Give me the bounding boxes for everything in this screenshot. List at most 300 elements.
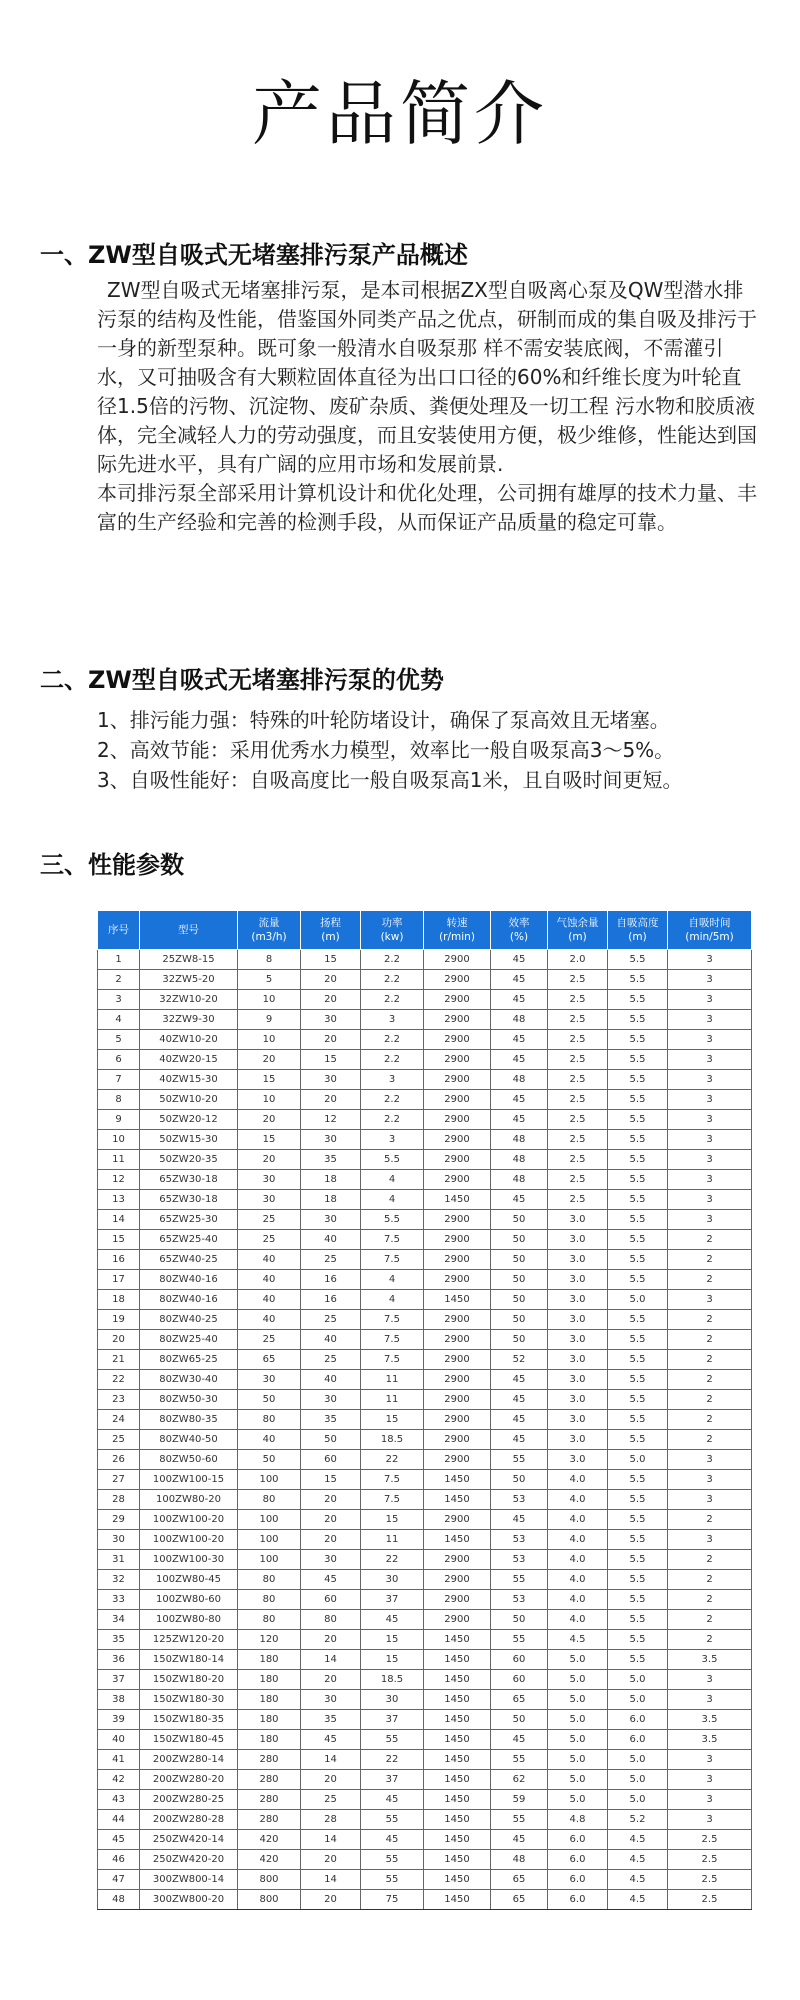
table-cell: 2.0 [548,950,608,970]
table-cell: 50ZW10-20 [140,1090,238,1110]
table-cell: 2 [668,1330,752,1350]
table-cell: 2900 [424,1510,491,1530]
table-cell: 50 [491,1290,548,1310]
column-header [491,911,548,950]
table-cell: 2900 [424,1590,491,1610]
table-cell: 40 [238,1290,301,1310]
table-cell: 100 [238,1530,301,1550]
table-cell: 40 [301,1330,361,1350]
table-row [98,1710,752,1730]
table-cell: 1450 [424,1630,491,1650]
table-cell: 60 [301,1590,361,1610]
table-cell: 13 [98,1190,140,1210]
table-cell: 120 [238,1630,301,1650]
table-cell: 2.5 [668,1870,752,1890]
table-cell: 4.0 [548,1510,608,1530]
table-row [98,1290,752,1310]
table-row [98,1890,752,1910]
table-cell: 3.0 [548,1410,608,1430]
table-cell: 2.2 [361,1050,424,1070]
table-cell: 5.5 [608,1630,668,1650]
table-cell: 1450 [424,1750,491,1770]
table-cell: 5.0 [548,1690,608,1710]
table-cell: 22 [98,1370,140,1390]
table-cell: 2 [668,1510,752,1530]
table-cell: 8 [238,950,301,970]
table-cell: 65ZW30-18 [140,1190,238,1210]
table-cell: 25ZW8-15 [140,950,238,970]
table-cell: 2900 [424,1150,491,1170]
table-cell: 48 [491,1150,548,1170]
table-cell: 5.5 [608,1210,668,1230]
table-cell: 40 [238,1310,301,1330]
table-cell: 5.5 [608,1610,668,1630]
table-cell: 4.5 [608,1830,668,1850]
table-cell: 2 [668,1410,752,1430]
table-cell: 250ZW420-20 [140,1850,238,1870]
table-cell: 25 [238,1210,301,1230]
table-cell: 3.0 [548,1430,608,1450]
table-cell: 4.8 [548,1810,608,1830]
table-cell: 5.5 [608,1170,668,1190]
table-cell: 5.5 [608,1190,668,1210]
table-cell: 4.0 [548,1550,608,1570]
table-cell: 11 [361,1370,424,1390]
table-cell: 3 [668,1090,752,1110]
table-cell: 34 [98,1610,140,1630]
table-cell: 30 [361,1570,424,1590]
table-row [98,1190,752,1210]
table-cell: 25 [238,1330,301,1350]
column-header-text: (%) [509,931,529,943]
table-cell: 55 [491,1570,548,1590]
table-cell: 18.5 [361,1430,424,1450]
table-cell: 80ZW50-60 [140,1450,238,1470]
table-cell: 15 [361,1510,424,1530]
table-row [98,1330,752,1350]
table-cell: 46 [98,1850,140,1870]
table-cell: 1450 [424,1650,491,1670]
table-cell: 20 [301,1090,361,1110]
table-cell: 2900 [424,950,491,970]
table-row [98,1490,752,1510]
table-cell: 17 [98,1270,140,1290]
table-cell: 2900 [424,1570,491,1590]
table-row [98,1770,752,1790]
table-cell: 15 [301,1470,361,1490]
table-cell: 80ZW40-16 [140,1290,238,1310]
table-cell: 20 [238,1110,301,1130]
table-cell: 1450 [424,1490,491,1510]
table-cell: 5.0 [548,1790,608,1810]
table-cell: 80ZW40-16 [140,1270,238,1290]
table-row [98,1010,752,1030]
table-cell: 7.5 [361,1250,424,1270]
table-cell: 25 [301,1790,361,1810]
table-cell: 45 [361,1790,424,1810]
table-cell: 30 [238,1190,301,1210]
table-cell: 100 [238,1470,301,1490]
table-cell: 2900 [424,1110,491,1130]
table-cell: 26 [98,1450,140,1470]
table-cell: 32ZW10-20 [140,990,238,1010]
table-cell: 300ZW800-20 [140,1890,238,1910]
table-cell: 3 [361,1130,424,1150]
table-cell: 35 [301,1410,361,1430]
table-cell: 25 [301,1250,361,1270]
table-cell: 37 [98,1670,140,1690]
table-cell: 2 [668,1270,752,1290]
table-cell: 2.5 [548,1110,608,1130]
table-cell: 250ZW420-14 [140,1830,238,1850]
table-row [98,1150,752,1170]
table-cell: 6.0 [548,1870,608,1890]
table-cell: 21 [98,1350,140,1370]
column-header-text: 流量 [258,917,280,929]
table-cell: 2900 [424,1350,491,1370]
table-cell: 3 [668,1450,752,1470]
table-cell: 65ZW25-40 [140,1230,238,1250]
table-cell: 22 [361,1750,424,1770]
table-cell: 5.5 [608,1430,668,1450]
table-cell: 5.0 [548,1750,608,1770]
table-cell: 4.0 [548,1490,608,1510]
table-cell: 35 [98,1630,140,1650]
table-cell: 20 [301,1890,361,1910]
overview-paragraph: ZW型自吸式无堵塞排污泵，是本司根据ZX型自吸离心泵及QW型潜水排污泵的结构及性能，借鉴国外同类产品之优点，研制而成的集自吸及排污于一身的新型泵种。既可象一般清水自吸泵那 样不需安装底阀，不需灌引水，又可抽吸含有大颗粒固体直径为出口口径的60%和纤维长度为叶轮直径1.5倍的污物、沉淀物、废矿杂质、粪便处理及一切工程 污水物和胶质液体，完全减轻人力的劳动强度，而且安装使用方便，极少维修，性能达到国际先进水平，具有广阔的应用市场和发展前景. [97,278,757,476]
table-row [98,1110,752,1130]
table-cell: 50 [491,1470,548,1490]
table-cell: 2 [668,1590,752,1610]
table-row [98,1430,752,1450]
table-cell: 40 [238,1250,301,1270]
table-cell: 5.0 [608,1290,668,1310]
table-cell: 48 [491,1850,548,1870]
table-cell: 100ZW80-45 [140,1570,238,1590]
table-cell: 41 [98,1750,140,1770]
table-cell: 2900 [424,1230,491,1250]
table-cell: 2900 [424,970,491,990]
table-cell: 100ZW80-20 [140,1490,238,1510]
table-cell: 75 [361,1890,424,1910]
table-cell: 14 [301,1650,361,1670]
table-cell: 2900 [424,1070,491,1090]
table-cell: 45 [491,970,548,990]
table-cell: 150ZW180-14 [140,1650,238,1670]
table-row [98,1090,752,1110]
table-cell: 15 [238,1130,301,1150]
table-cell: 3 [668,1070,752,1090]
table-cell: 23 [98,1390,140,1410]
table-cell: 1450 [424,1290,491,1310]
table-cell: 30 [238,1170,301,1190]
table-cell: 2 [668,1250,752,1270]
table-cell: 39 [98,1710,140,1730]
table-cell: 5.0 [548,1730,608,1750]
table-cell: 20 [301,1770,361,1790]
table-cell: 180 [238,1710,301,1730]
table-cell: 80 [238,1570,301,1590]
table-cell: 5.5 [608,1070,668,1090]
table-cell: 5.5 [608,950,668,970]
table-cell: 3.5 [668,1730,752,1750]
table-cell: 200ZW280-28 [140,1810,238,1830]
table-cell: 29 [98,1510,140,1530]
table-cell: 100 [238,1550,301,1570]
table-cell: 5.5 [608,1310,668,1330]
table-cell: 7.5 [361,1230,424,1250]
table-row [98,1810,752,1830]
table-cell: 150ZW180-45 [140,1730,238,1750]
table-cell: 25 [301,1310,361,1330]
table-cell: 1450 [424,1690,491,1710]
column-header-text: 效率 [508,917,530,929]
table-row [98,1630,752,1650]
table-row [98,970,752,990]
table-cell: 52 [491,1350,548,1370]
table-cell: 3 [668,1050,752,1070]
table-cell: 3.0 [548,1290,608,1310]
table-row [98,1570,752,1590]
table-row [98,1250,752,1270]
column-header [361,911,424,950]
table-cell: 50 [491,1710,548,1730]
table-cell: 45 [491,1190,548,1210]
table-cell: 50 [491,1250,548,1270]
table-cell: 8 [98,1090,140,1110]
table-cell: 5.5 [608,1030,668,1050]
table-cell: 7.5 [361,1470,424,1490]
table-cell: 2900 [424,1270,491,1290]
table-cell: 2 [668,1350,752,1370]
table-cell: 2900 [424,1610,491,1630]
table-cell: 45 [491,1090,548,1110]
table-cell: 100ZW100-15 [140,1470,238,1490]
column-header [668,911,752,950]
table-cell: 15 [361,1630,424,1650]
table-cell: 5.5 [608,1530,668,1550]
table-cell: 65ZW40-25 [140,1250,238,1270]
table-cell: 100ZW100-20 [140,1510,238,1530]
table-cell: 45 [491,1050,548,1070]
table-cell: 80ZW30-40 [140,1370,238,1390]
table-row [98,1550,752,1570]
column-header-text: 序号 [108,924,129,936]
table-cell: 100ZW80-80 [140,1610,238,1630]
table-cell: 5.5 [608,1570,668,1590]
table-cell: 5.5 [608,1270,668,1290]
table-cell: 65 [238,1350,301,1370]
table-cell: 11 [361,1390,424,1410]
table-cell: 2900 [424,1410,491,1430]
table-row [98,1370,752,1390]
table-cell: 16 [301,1290,361,1310]
table-cell: 7.5 [361,1310,424,1330]
table-cell: 50 [491,1210,548,1230]
table-cell: 5.0 [548,1710,608,1730]
table-cell: 18 [98,1290,140,1310]
table-cell: 15 [301,1050,361,1070]
table-cell: 30 [301,1210,361,1230]
table-cell: 3 [668,970,752,990]
table-cell: 40 [301,1370,361,1390]
table-cell: 65ZW30-18 [140,1170,238,1190]
table-cell: 3 [668,1670,752,1690]
table-cell: 45 [491,1110,548,1130]
table-cell: 30 [301,1690,361,1710]
table-cell: 45 [491,1390,548,1410]
table-cell: 15 [98,1230,140,1250]
table-cell: 4 [361,1190,424,1210]
table-cell: 280 [238,1810,301,1830]
table-cell: 3.0 [548,1370,608,1390]
table-cell: 20 [301,1850,361,1870]
table-cell: 55 [491,1750,548,1770]
table-cell: 50 [491,1330,548,1350]
table-cell: 50 [491,1270,548,1290]
table-cell: 6.0 [608,1730,668,1750]
table-cell: 15 [238,1070,301,1090]
table-cell: 18.5 [361,1670,424,1690]
column-header-text: 转速 [446,917,468,929]
table-cell: 20 [301,1510,361,1530]
table-cell: 20 [98,1330,140,1350]
table-cell: 30 [301,1130,361,1150]
column-header [608,911,668,950]
table-cell: 80ZW50-30 [140,1390,238,1410]
table-cell: 2 [668,1230,752,1250]
table-cell: 5.0 [608,1670,668,1690]
table-cell: 2 [668,1370,752,1390]
table-cell: 7.5 [361,1490,424,1510]
table-cell: 2 [98,970,140,990]
table-cell: 3 [668,990,752,1010]
table-cell: 180 [238,1650,301,1670]
section-heading-specs: 三、性能参数 [40,851,184,879]
table-cell: 3 [668,1190,752,1210]
table-cell: 28 [301,1810,361,1830]
table-cell: 40 [301,1230,361,1250]
table-cell: 2900 [424,1170,491,1190]
table-cell: 7 [98,1070,140,1090]
table-cell: 48 [491,1010,548,1030]
table-cell: 2900 [424,1050,491,1070]
table-cell: 3 [361,1010,424,1030]
column-header-text: 扬程 [320,917,341,929]
table-cell: 35 [301,1150,361,1170]
table-cell: 65 [491,1870,548,1890]
table-cell: 280 [238,1750,301,1770]
table-cell: 3 [668,1130,752,1150]
table-cell: 80 [238,1590,301,1610]
table-cell: 5.5 [608,1470,668,1490]
table-cell: 3 [361,1070,424,1090]
column-header-text: 气蚀余量 [556,917,599,929]
table-cell: 27 [98,1470,140,1490]
table-cell: 55 [491,1630,548,1650]
table-cell: 5.2 [608,1810,668,1830]
table-cell: 1450 [424,1670,491,1690]
table-cell: 48 [491,1130,548,1150]
table-cell: 3 [668,1490,752,1510]
table-cell: 1450 [424,1190,491,1210]
table-cell: 1450 [424,1470,491,1490]
table-cell: 80 [301,1610,361,1630]
table-cell: 3 [668,950,752,970]
table-row [98,1350,752,1370]
table-cell: 50 [301,1430,361,1450]
column-header-text: (kw) [380,931,404,943]
table-row [98,990,752,1010]
table-cell: 5.0 [548,1650,608,1670]
table-cell: 420 [238,1850,301,1870]
table-row [98,1170,752,1190]
table-cell: 50 [491,1610,548,1630]
table-cell: 5.5 [608,1230,668,1250]
table-cell: 5.5 [608,1150,668,1170]
table-cell: 3 [668,1210,752,1230]
table-cell: 1450 [424,1850,491,1870]
table-cell: 45 [491,1430,548,1450]
table-cell: 2.5 [668,1830,752,1850]
table-cell: 45 [491,1370,548,1390]
table-cell: 6.0 [548,1850,608,1870]
table-cell: 800 [238,1890,301,1910]
table-cell: 800 [238,1870,301,1890]
table-cell: 1 [98,950,140,970]
table-cell: 55 [361,1730,424,1750]
table-cell: 3 [668,1010,752,1030]
table-cell: 100ZW100-30 [140,1550,238,1570]
table-row [98,1850,752,1870]
table-cell: 31 [98,1550,140,1570]
table-cell: 42 [98,1770,140,1790]
table-cell: 55 [361,1870,424,1890]
table-cell: 1450 [424,1870,491,1890]
table-row [98,1410,752,1430]
column-header-text: (r/min) [439,931,475,943]
table-cell: 5.5 [608,970,668,990]
table-cell: 16 [98,1250,140,1270]
table-row [98,1530,752,1550]
table-cell: 1450 [424,1890,491,1910]
table-cell: 20 [301,1670,361,1690]
table-cell: 200ZW280-25 [140,1790,238,1810]
table-cell: 48 [98,1890,140,1910]
table-cell: 32ZW5-20 [140,970,238,990]
table-cell: 2900 [424,1210,491,1230]
page-title: 产品简介 [252,73,548,155]
table-cell: 45 [361,1610,424,1630]
table-cell: 50 [491,1230,548,1250]
table-cell: 25 [238,1230,301,1250]
table-cell: 5.5 [608,1010,668,1030]
table-cell: 43 [98,1790,140,1810]
table-cell: 5.5 [608,1490,668,1510]
table-cell: 2.5 [548,1170,608,1190]
column-header [140,911,238,950]
column-header [301,911,361,950]
table-cell: 2900 [424,1010,491,1030]
table-cell: 2.2 [361,950,424,970]
column-header-text: 功率 [381,917,403,929]
table-cell: 125ZW120-20 [140,1630,238,1650]
table-cell: 4 [361,1290,424,1310]
table-cell: 3.5 [668,1650,752,1670]
table-cell: 2900 [424,1430,491,1450]
table-cell: 280 [238,1770,301,1790]
table-cell: 5.5 [608,1370,668,1390]
